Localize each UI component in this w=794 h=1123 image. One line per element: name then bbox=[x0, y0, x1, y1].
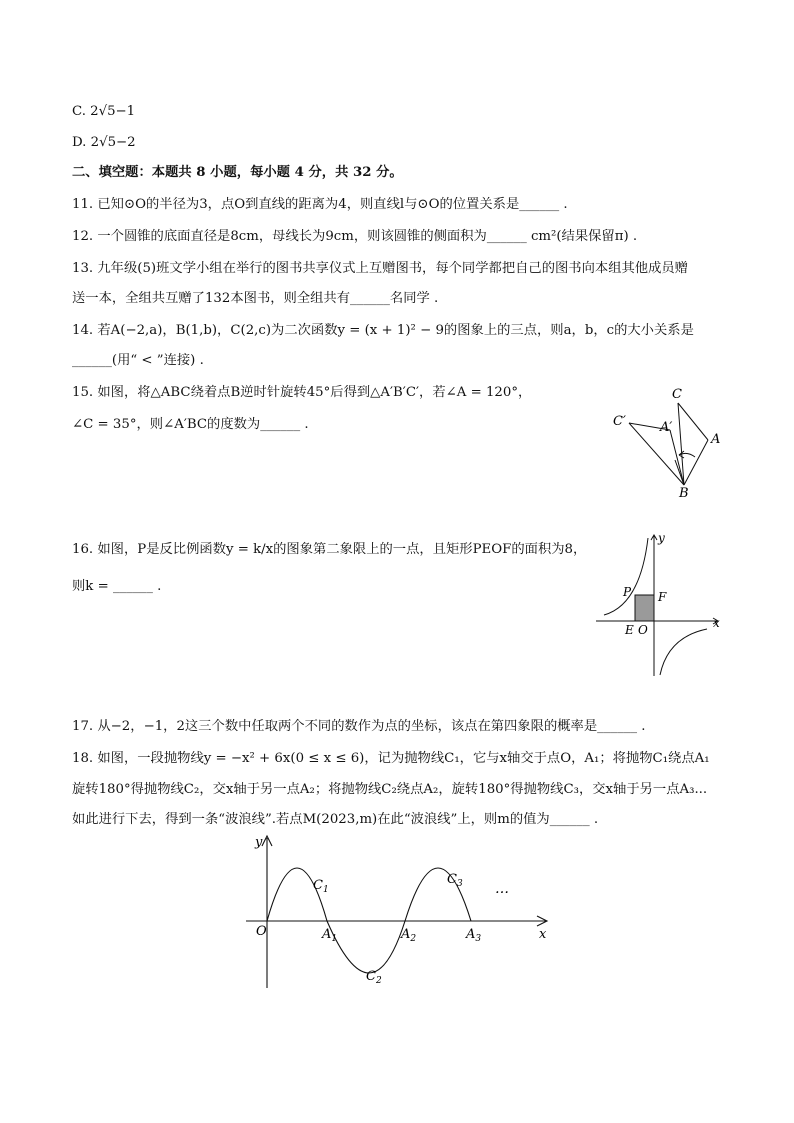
question-14-line-1: 14. 若A(−2,a)，B(1,b)，C(2,c)为二次函数y = (x + 1)² − 9的图象上的三点，则a，b，c的大小关系是 bbox=[72, 323, 694, 338]
question-13-line-1: 13. 九年级(5)班文学小组在举行的图书共享仪式上互赠图书，每个同学都把自己的图书向本组其他成员赠 bbox=[72, 261, 688, 276]
question-14-line-2: ______(用“ < ”连接) . bbox=[72, 353, 204, 368]
parabola-c2 bbox=[327, 921, 405, 973]
question-17: 17. 从−2，−1，2这三个数中任取两个不同的数作为点的坐标，该点在第四象限的概率是______ . bbox=[72, 719, 646, 734]
rectangle-peof bbox=[635, 595, 654, 621]
label-y: y bbox=[658, 531, 665, 545]
wave-figure bbox=[240, 830, 560, 995]
label-y: y bbox=[255, 835, 263, 850]
question-11: 11. 已知⊙O的半径为3，点O到直线的距离为4，则直线l与⊙O的位置关系是______ . bbox=[72, 197, 568, 212]
question-18-line-3: 如此进行下去，得到一条“波浪线”.若点M(2023,m)在此“波浪线”上，则m的值为______ . bbox=[72, 812, 599, 827]
label-a: A bbox=[711, 432, 721, 447]
parabola-c3 bbox=[405, 868, 471, 921]
label-x: x bbox=[713, 616, 720, 630]
label-f: F bbox=[658, 590, 667, 604]
hyperbola-branch-q4 bbox=[660, 629, 707, 675]
section-heading: 二、填空题：本题共 8 小题，每小题 4 分，共 32 分。 bbox=[72, 165, 403, 180]
label-c2: $C_2$ bbox=[366, 969, 382, 986]
label-x: x bbox=[539, 927, 547, 942]
question-16-line-1: 16. 如图，P是反比例函数y = k/x的图象第二象限上的一点，且矩形PEOF的面积为8， bbox=[72, 542, 587, 557]
label-c: C bbox=[672, 387, 682, 402]
label-o: O bbox=[256, 924, 267, 939]
question-15-line-2: ∠C = 35°，则∠A′BC的度数为______ . bbox=[72, 417, 309, 432]
parabola-c1 bbox=[267, 868, 327, 921]
option-d: D. 2√5−2 bbox=[72, 135, 136, 150]
label-e: E bbox=[625, 623, 634, 637]
label-a3: $A_3$ bbox=[466, 927, 482, 944]
inverse-function-figure bbox=[592, 530, 727, 680]
label-c-prime: C′ bbox=[613, 414, 626, 429]
label-c1: $C_1$ bbox=[313, 878, 329, 895]
question-18-line-2: 旋转180°得抛物线C₂，交x轴于另一点A₂；将抛物线C₂绕点A₂，旋转180°得抛物线C₃，交x轴于另一点A₃... bbox=[72, 782, 708, 797]
label-o: O bbox=[638, 623, 648, 637]
label-c3: $C_3$ bbox=[447, 872, 463, 889]
segment-ca bbox=[678, 403, 708, 440]
ellipsis: … bbox=[495, 881, 509, 897]
label-p: P bbox=[623, 585, 632, 599]
option-c: C. 2√5−1 bbox=[72, 104, 136, 119]
segment-ab bbox=[684, 440, 708, 485]
question-18-line-1: 18. 如图，一段抛物线y = −x² + 6x(0 ≤ x ≤ 6)，记为抛物线C₁，它与x轴交于点O，A₁；将抛物C₁绕点A₁ bbox=[72, 751, 710, 766]
question-12: 12. 一个圆锥的底面直径是8cm，母线长为9cm，则该圆锥的侧面积为______ cm²(结果保留π) . bbox=[72, 229, 638, 244]
question-16-line-2: 则k = ______ . bbox=[72, 579, 162, 594]
label-a1: $A_1$ bbox=[322, 927, 338, 944]
label-a-prime: A′ bbox=[660, 420, 673, 435]
label-a2: $A_2$ bbox=[401, 927, 417, 944]
label-b: B bbox=[679, 486, 689, 500]
rotation-figure bbox=[605, 385, 730, 500]
question-13-line-2: 送一本，全组共互赠了132本图书，则全组共有______名同学 . bbox=[72, 291, 439, 306]
question-15-line-1: 15. 如图，将△ABC绕着点B逆时针旋转45°后得到△A′B′C′，若∠A = 120°， bbox=[72, 385, 532, 400]
